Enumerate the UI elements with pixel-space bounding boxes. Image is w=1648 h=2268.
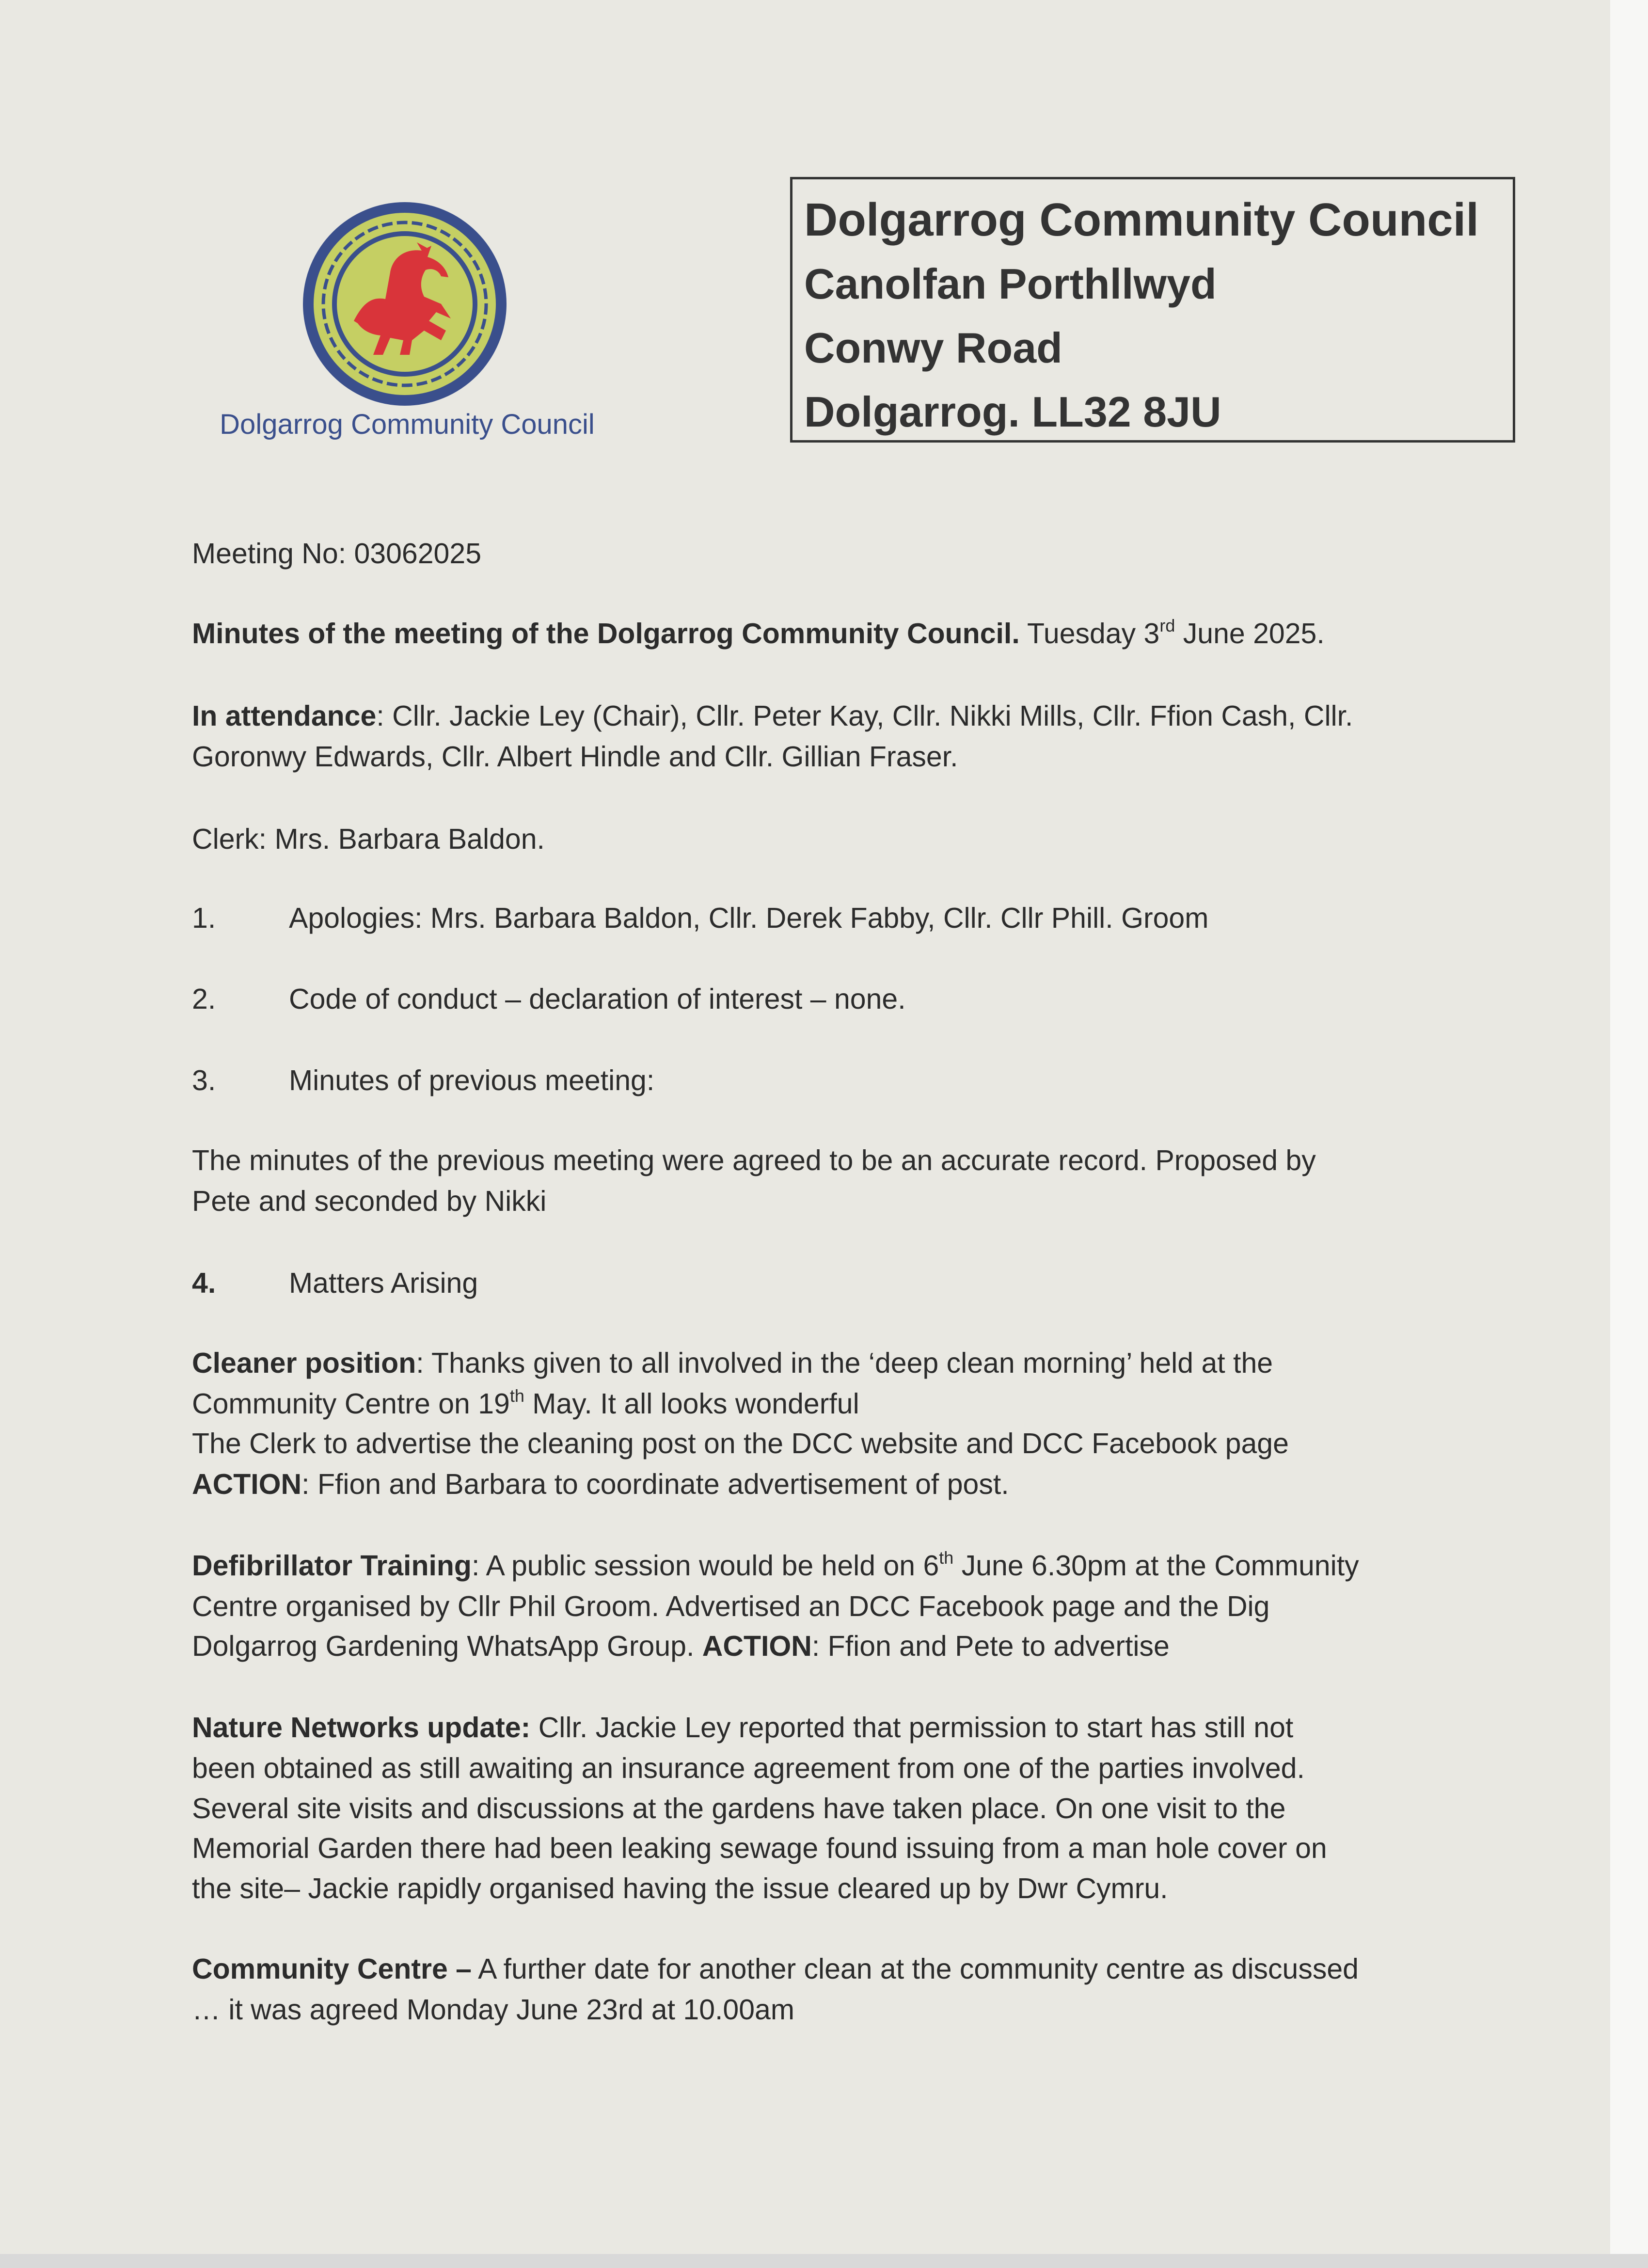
clerk-line: Clerk: Mrs. Barbara Baldon. [192,823,545,855]
item-text: Minutes of previous meeting: [289,1064,655,1096]
item-text: Code of conduct – declaration of interest – none. [289,983,906,1015]
meeting-number: Meeting No: 03062025 [192,538,482,570]
defib-text-1-pre: : A public session would be held on 6 [471,1550,939,1582]
address-box [790,177,1515,443]
cleaner-text-2-post: May. It all looks wonderful [524,1388,859,1420]
item-number: 1. [192,902,216,934]
item-number: 2. [192,983,216,1015]
minutes-title-bold: Minutes of the meeting of the Dolgarrog Community Council. [192,618,1020,650]
action-label: ACTION [702,1630,812,1662]
previous-minutes-line-2: Pete and seconded by Nikki [192,1185,547,1217]
action-text: : Ffion and Barbara to coordinate advertisement of post. [301,1468,1009,1500]
attendance-line-2: Goronwy Edwards, Cllr. Albert Hindle and Cllr. Gillian Fraser. [192,741,958,773]
nature-line-2: been obtained as still awaiting an insurance agreement from one of the parties involved. [192,1752,1305,1784]
community-centre-label: Community Centre – [192,1953,472,1985]
previous-minutes-line-1: The minutes of the previous meeting were agreed to be an accurate record. Proposed by [192,1144,1316,1176]
agenda-item-4 [192,1267,478,1300]
nature-label: Nature Networks update: [192,1712,531,1744]
council-logo [301,200,509,408]
defib-text-3: Dolgarrog Gardening WhatsApp Group. [192,1630,702,1662]
action-text: : Ffion and Pete to advertise [811,1630,1170,1662]
cleaner-text-2-sup: th [509,1386,524,1406]
minutes-date-post: June 2025. [1175,618,1325,650]
nature-line-4: Memorial Garden there had been leaking sewage found issuing from a man hole cover on [192,1832,1327,1864]
agenda-item-1 [192,902,1208,935]
defib-text-1-post: June 6.30pm at the Community [953,1550,1359,1582]
nature-text-1: Cllr. Jackie Ley reported that permission to start has still not [530,1712,1294,1744]
cleaner-line-3: The Clerk to advertise the cleaning post on the DCC website and DCC Facebook page [192,1427,1289,1459]
scan-margin-right [1610,0,1648,2268]
minutes-date-pre: Tuesday 3 [1019,618,1160,650]
nature-line-1 [192,1711,1293,1744]
address-building: Canolfan Porthllwyd [804,260,1217,308]
address-town-postcode: Dolgarrog. LL32 8JU [804,388,1221,436]
attendance-label: In attendance [192,700,377,732]
community-centre-line-1 [192,1952,1359,1985]
agenda-item-3 [192,1064,654,1097]
cleaner-text-2-pre: Community Centre on 19 [192,1388,510,1420]
scan-margin-bottom [0,2254,1648,2268]
defib-line-1 [192,1549,1359,1582]
minutes-title [192,617,1325,650]
agenda-item-2 [192,983,906,1015]
cleaner-line-1 [192,1347,1273,1380]
attendance-text-1: : Cllr. Jackie Ley (Chair), Cllr. Peter Kay, Cllr. Nikki Mills, Cllr. Ffion Cash, Cllr. [376,700,1353,732]
defib-text-1-sup: th [939,1548,954,1568]
cleaner-label: Cleaner position [192,1347,416,1379]
item-text: Matters Arising [289,1267,478,1299]
action-label: ACTION [192,1468,302,1500]
minutes-date-sup: rd [1159,616,1175,635]
attendance-line-1 [192,699,1353,732]
defib-line-2: Centre organised by Cllr Phil Groom. Advertised an DCC Facebook page and the Dig [192,1590,1270,1622]
item-text: Apologies: Mrs. Barbara Baldon, Cllr. Derek Fabby, Cllr. Cllr Phill. Groom [289,902,1209,934]
community-centre-text-1: A further date for another clean at the community centre as discussed [471,1953,1359,1985]
defib-label: Defibrillator Training [192,1550,472,1582]
address-council-name: Dolgarrog Community Council [804,194,1479,246]
item-number: 4. [192,1267,216,1299]
logo-caption: Dolgarrog Community Council [220,409,595,440]
nature-line-3: Several site visits and discussions at the gardens have taken place. On one visit to the [192,1792,1286,1824]
item-number: 3. [192,1064,216,1096]
cleaner-action [192,1468,1009,1501]
address-street: Conwy Road [804,324,1062,372]
cleaner-text-1: : Thanks given to all involved in the ‘deep clean morning’ held at the [416,1347,1273,1379]
nature-line-5: the site– Jackie rapidly organised having the issue cleared up by Dwr Cymru. [192,1872,1168,1904]
community-centre-line-2: … it was agreed Monday June 23rd at 10.00am [192,1994,795,2026]
defib-line-3 [192,1630,1170,1663]
cleaner-line-2 [192,1387,859,1420]
